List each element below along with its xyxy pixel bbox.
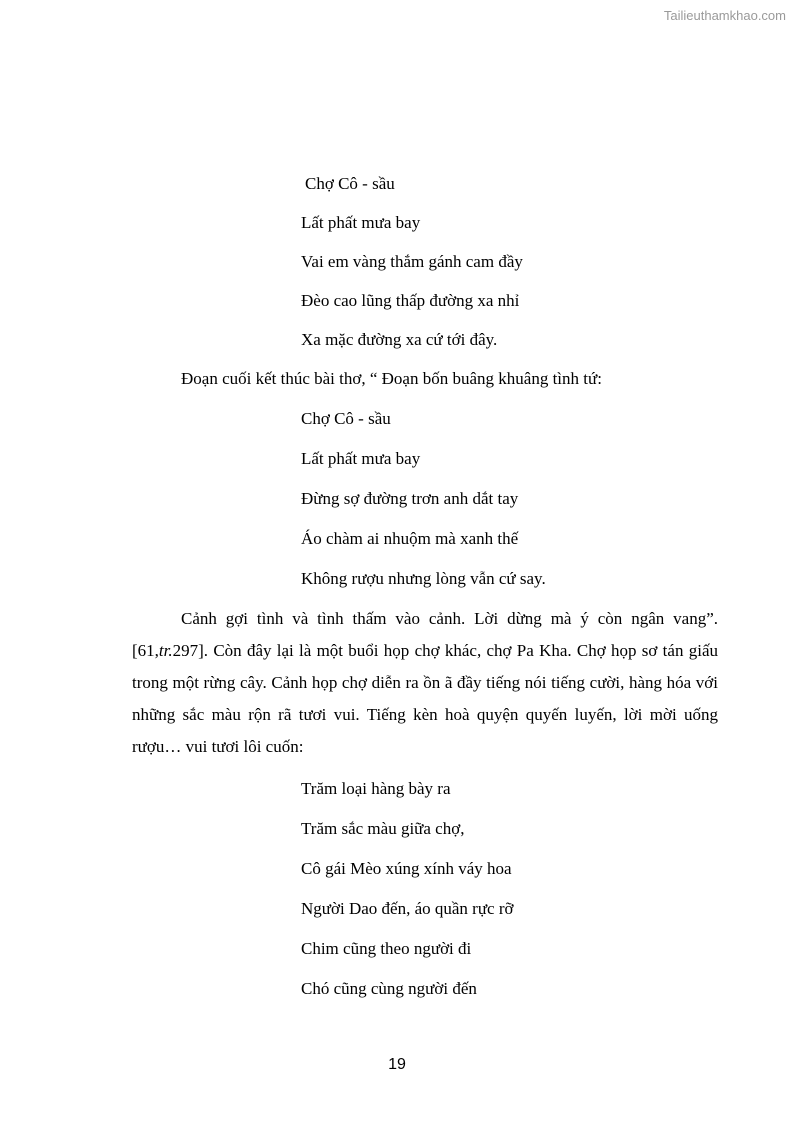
stanza2-line-4: Áo chàm ai nhuộm mà xanh thế [301,529,519,548]
watermark-text: Tailieuthamkhao.com [663,8,786,23]
stanza1-line-4: Đèo cao lũng thấp đường xa nhỉ [301,291,520,310]
paragraph-part-1: Cảnh gợi tình và tình thấm vào cảnh. Lời dừng mà ý còn ngân vang”. [61, [132,609,718,660]
stanza3-line-4: Người Dao đến, áo quần rực rỡ [301,899,514,918]
stanza1-line-1: Chợ Cô - sầu [305,174,395,193]
page-number: 19 [388,1056,406,1073]
intro-paragraph: Đoạn cuối kết thúc bài thơ, “ Đoạn bốn buâng khuâng tình tứ: [181,369,602,388]
paragraph-part-2: 297]. Còn đây lại là một buổi họp chợ khác, chợ Pa Kha. Chợ họp sơ tán giấu trong một rừng cây. Cảnh họp chợ diễn ra ồn ã đầy tiếng nói tiếng cười, hàng hóa với những sắc màu rộn rã tươi vui. Tiếng kèn hoà quyện quyến luyến, lời mời uống rượu… vui tươi lôi cuốn: [132,641,718,756]
stanza3-line-2: Trăm sắc màu giữa chợ, [301,819,465,838]
stanza3-line-3: Cô gái Mèo xúng xính váy hoa [301,859,512,878]
stanza1-line-5: Xa mặc đường xa cứ tới đây. [301,330,498,349]
stanza2-line-3: Đừng sợ đường trơn anh dắt tay [301,489,519,508]
stanza3-line-1: Trăm loại hàng bày ra [301,779,451,798]
stanza3-line-6: Chó cũng cùng người đến [301,979,477,998]
stanza2-line-2: Lất phất mưa bay [301,449,421,468]
stanza2-line-5: Không rượu nhưng lòng vẫn cứ say. [301,569,546,588]
stanza1-line-3: Vai em vàng thắm gánh cam đầy [301,252,523,271]
stanza1-line-2: Lất phất mưa bay [301,213,421,232]
stanza3-line-5: Chim cũng theo người đi [301,939,472,958]
stanza2-line-1: Chợ Cô - sầu [301,409,391,428]
paragraph-italic: tr. [158,641,173,660]
body-paragraph [132,603,718,763]
